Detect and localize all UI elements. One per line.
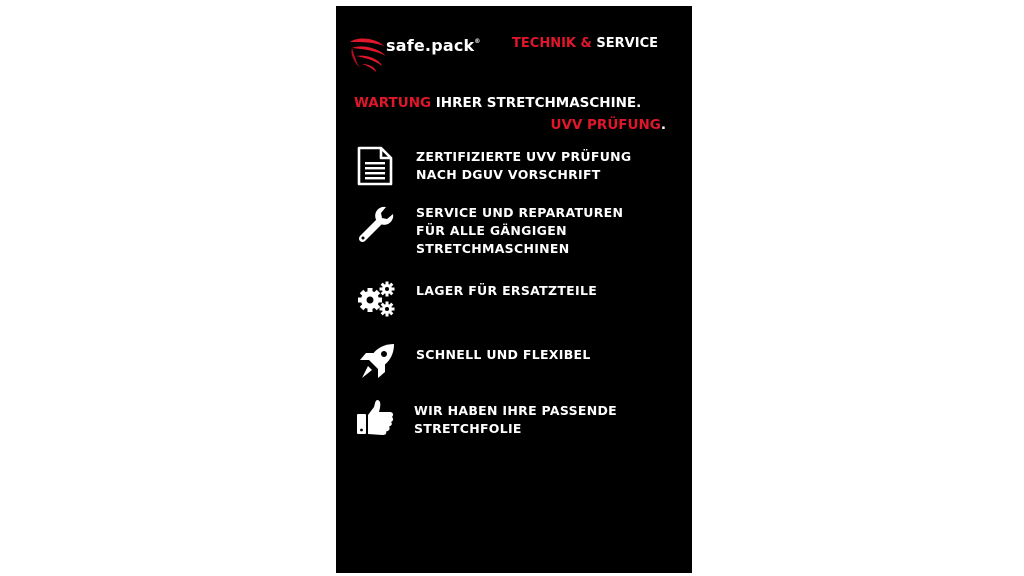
rocket-icon [356,342,396,382]
document-icon [356,146,396,186]
feature-item-uvv [356,146,631,186]
headline-maschine: IHRER STRETCHMASCHINE. [431,95,642,111]
headline-wartung: WARTUNG [354,95,432,111]
feature-text-schnell: SCHNELL UND FLEXIBEL [416,347,591,362]
service-poster [336,6,692,573]
feature-text-service: SERVICE UND REPARATUREN FÜR ALLE GÄNGIGEN STRETCHMASCHINEN [416,205,624,256]
header-tag-service: SERVICE [596,36,658,51]
headline-line-1 [354,92,666,114]
headline [354,92,666,136]
feature-text-lager: LAGER FÜR ERSATZTEILE [416,283,598,298]
headline-period: . [660,117,666,133]
header-tag-technik: TECHNIK [512,36,577,51]
header-tag [512,36,658,51]
registered-mark: ® [474,38,481,45]
feature-item-service [356,204,623,258]
feature-text-stretchfolie: WIR HABEN IHRE PASSENDE STRETCHFOLIE [414,403,618,436]
feature-text-uvv: ZERTIFIZIERTE UVV PRÜFUNG NACH DGUV VORSCHRIFT [416,149,632,182]
gears-icon [356,278,396,318]
brand-logo [348,34,498,78]
feature-item-schnell [356,342,591,382]
feature-item-stretchfolie [356,398,617,438]
thumbs-up-icon [356,398,396,438]
feature-item-lager [356,278,597,318]
logo-text: safe.pack [386,36,475,55]
header-tag-ampersand: & [580,36,592,51]
headline-line-2 [354,114,666,136]
wrench-icon [356,204,396,244]
headline-uvv: UVV PRÜFUNG [550,117,661,133]
